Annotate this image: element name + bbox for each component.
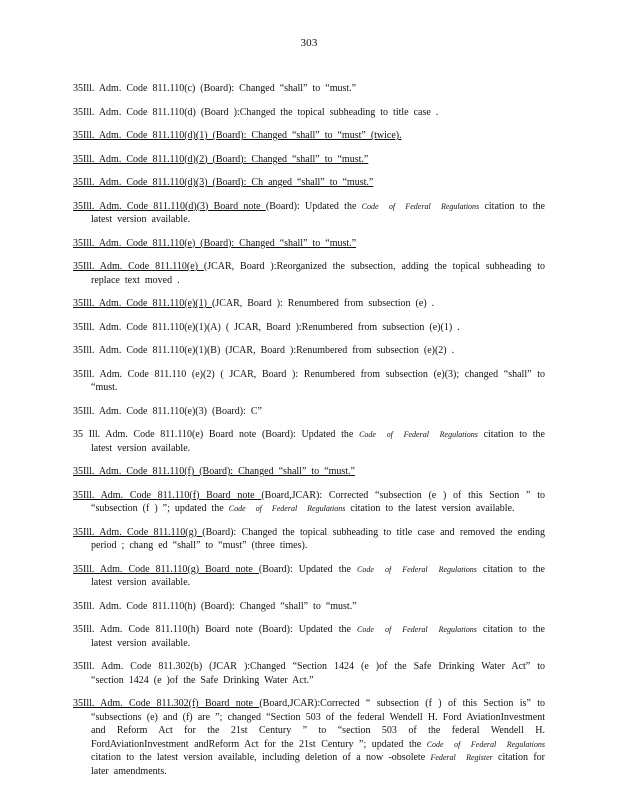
list-item: 35Ill. Adm. Code 811.110(e) (JCAR, Board ):Reorganized the subsection, adding the topical subheading to replace text moved .	[73, 261, 545, 286]
list-item: 35Ill. Adm. Code 811.110(e)(1)(A) ( JCAR, Board ):Renumbered from subsection (e)(1) .	[73, 321, 460, 333]
list-item: 35Ill. Adm. Code 811.110(g) (Board): Changed the topical subheading to title case and removed the ending period ; chang ed “shall” to “must” (three times).	[73, 526, 545, 551]
list-item: 35Ill. Adm. Code 811.110(d)(1) (Board): Changed “shall” to “must” (twice).	[73, 130, 402, 141]
list-item: 35Ill. Adm. Code 811.110(d)(3) Board note (Board): Updated the Code of Federal Regulations citation to the latest version available.	[73, 200, 545, 225]
list-item: 35Ill. Adm. Code 811.110(e)(3) (Board): C”	[73, 405, 262, 417]
list-item: 35Ill. Adm. Code 811.110(d) (Board ):Changed the topical subheading to title case .	[73, 106, 439, 118]
amendment-list	[73, 72, 545, 785]
list-item: 35Ill. Adm. Code 811.110(h) Board note (Board): Updated the Code of Federal Regulations citation to the latest version available.	[73, 624, 545, 649]
list-item: 35Ill. Adm. Code 811.110(d)(2) (Board): Changed “shall” to “must.”	[73, 153, 369, 165]
list-item: 35Ill. Adm. Code 811.110(c) (Board): Changed “shall” to “must.”	[73, 83, 357, 94]
list-item: 35Ill. Adm. Code 811.110(f) Board note (Board,JCAR): Corrected “subsection (e ) of this Section ” to “subsection (f ) ”; updated the Code of Federal Regulations citation to the latest version available.	[73, 489, 545, 514]
list-item: 35Ill. Adm. Code 811.110(f) (Board): Changed “shall” to “must.”	[73, 466, 355, 477]
list-item: 35 Ill. Adm. Code 811.110(e) Board note (Board): Updated the Code of Federal Regulations citation to the latest version available.	[73, 429, 545, 454]
list-item: 35Ill. Adm. Code 811.110(e) (Board): Changed “shall” to “must.”	[73, 237, 357, 249]
page-number: 303	[300, 37, 318, 49]
list-item: 35Ill. Adm. Code 811.110(d)(3) (Board): Ch anged “shall” to “must.”	[73, 177, 374, 188]
list-item: 35Ill. Adm. Code 811.110 (e)(2) ( JCAR, Board ): Renumbered from subsection (e)(3); changed “shall” to “must.	[73, 368, 545, 393]
list-item: 35Ill. Adm. Code 811.302(f) Board note (Board,JCAR):Corrected “ subsection (f ) of this Section is” to “subsections (e) and (f) are ”; changed “Section 503 of the federal Wendell H. Ford AviationInvestment and Reform Act for the 21st Century ” to “section 503 of the federal Wendell H. FordAviationInvestment andReform Act for the 21st Century ”; updated the Code of Federal Regulations citation to the latest version available, including deletion of a now -obsolete Federal Register citation for later amendments.	[73, 698, 546, 777]
list-item: 35Ill. Adm. Code 811.110(h) (Board): Changed “shall” to “must.”	[73, 600, 357, 612]
list-item: 35Ill. Adm. Code 811.110(g) Board note (Board): Updated the Code of Federal Regulations citation to the latest version available.	[73, 563, 545, 588]
list-item: 35Ill. Adm. Code 811.110(e)(1) (JCAR, Board ): Renumbered from subsection (e) .	[73, 298, 435, 309]
list-item: 35Ill. Adm. Code 811.110(e)(1)(B) (JCAR, Board ):Renumbered from subsection (e)(2) .	[73, 345, 455, 356]
list-item: 35Ill. Adm. Code 811.302(b) (JCAR ):Changed “Section 1424 (e )of the Safe Drinking Water Act” to “section 1424 (e )of the Safe Drinking Water Act.”	[73, 661, 545, 686]
